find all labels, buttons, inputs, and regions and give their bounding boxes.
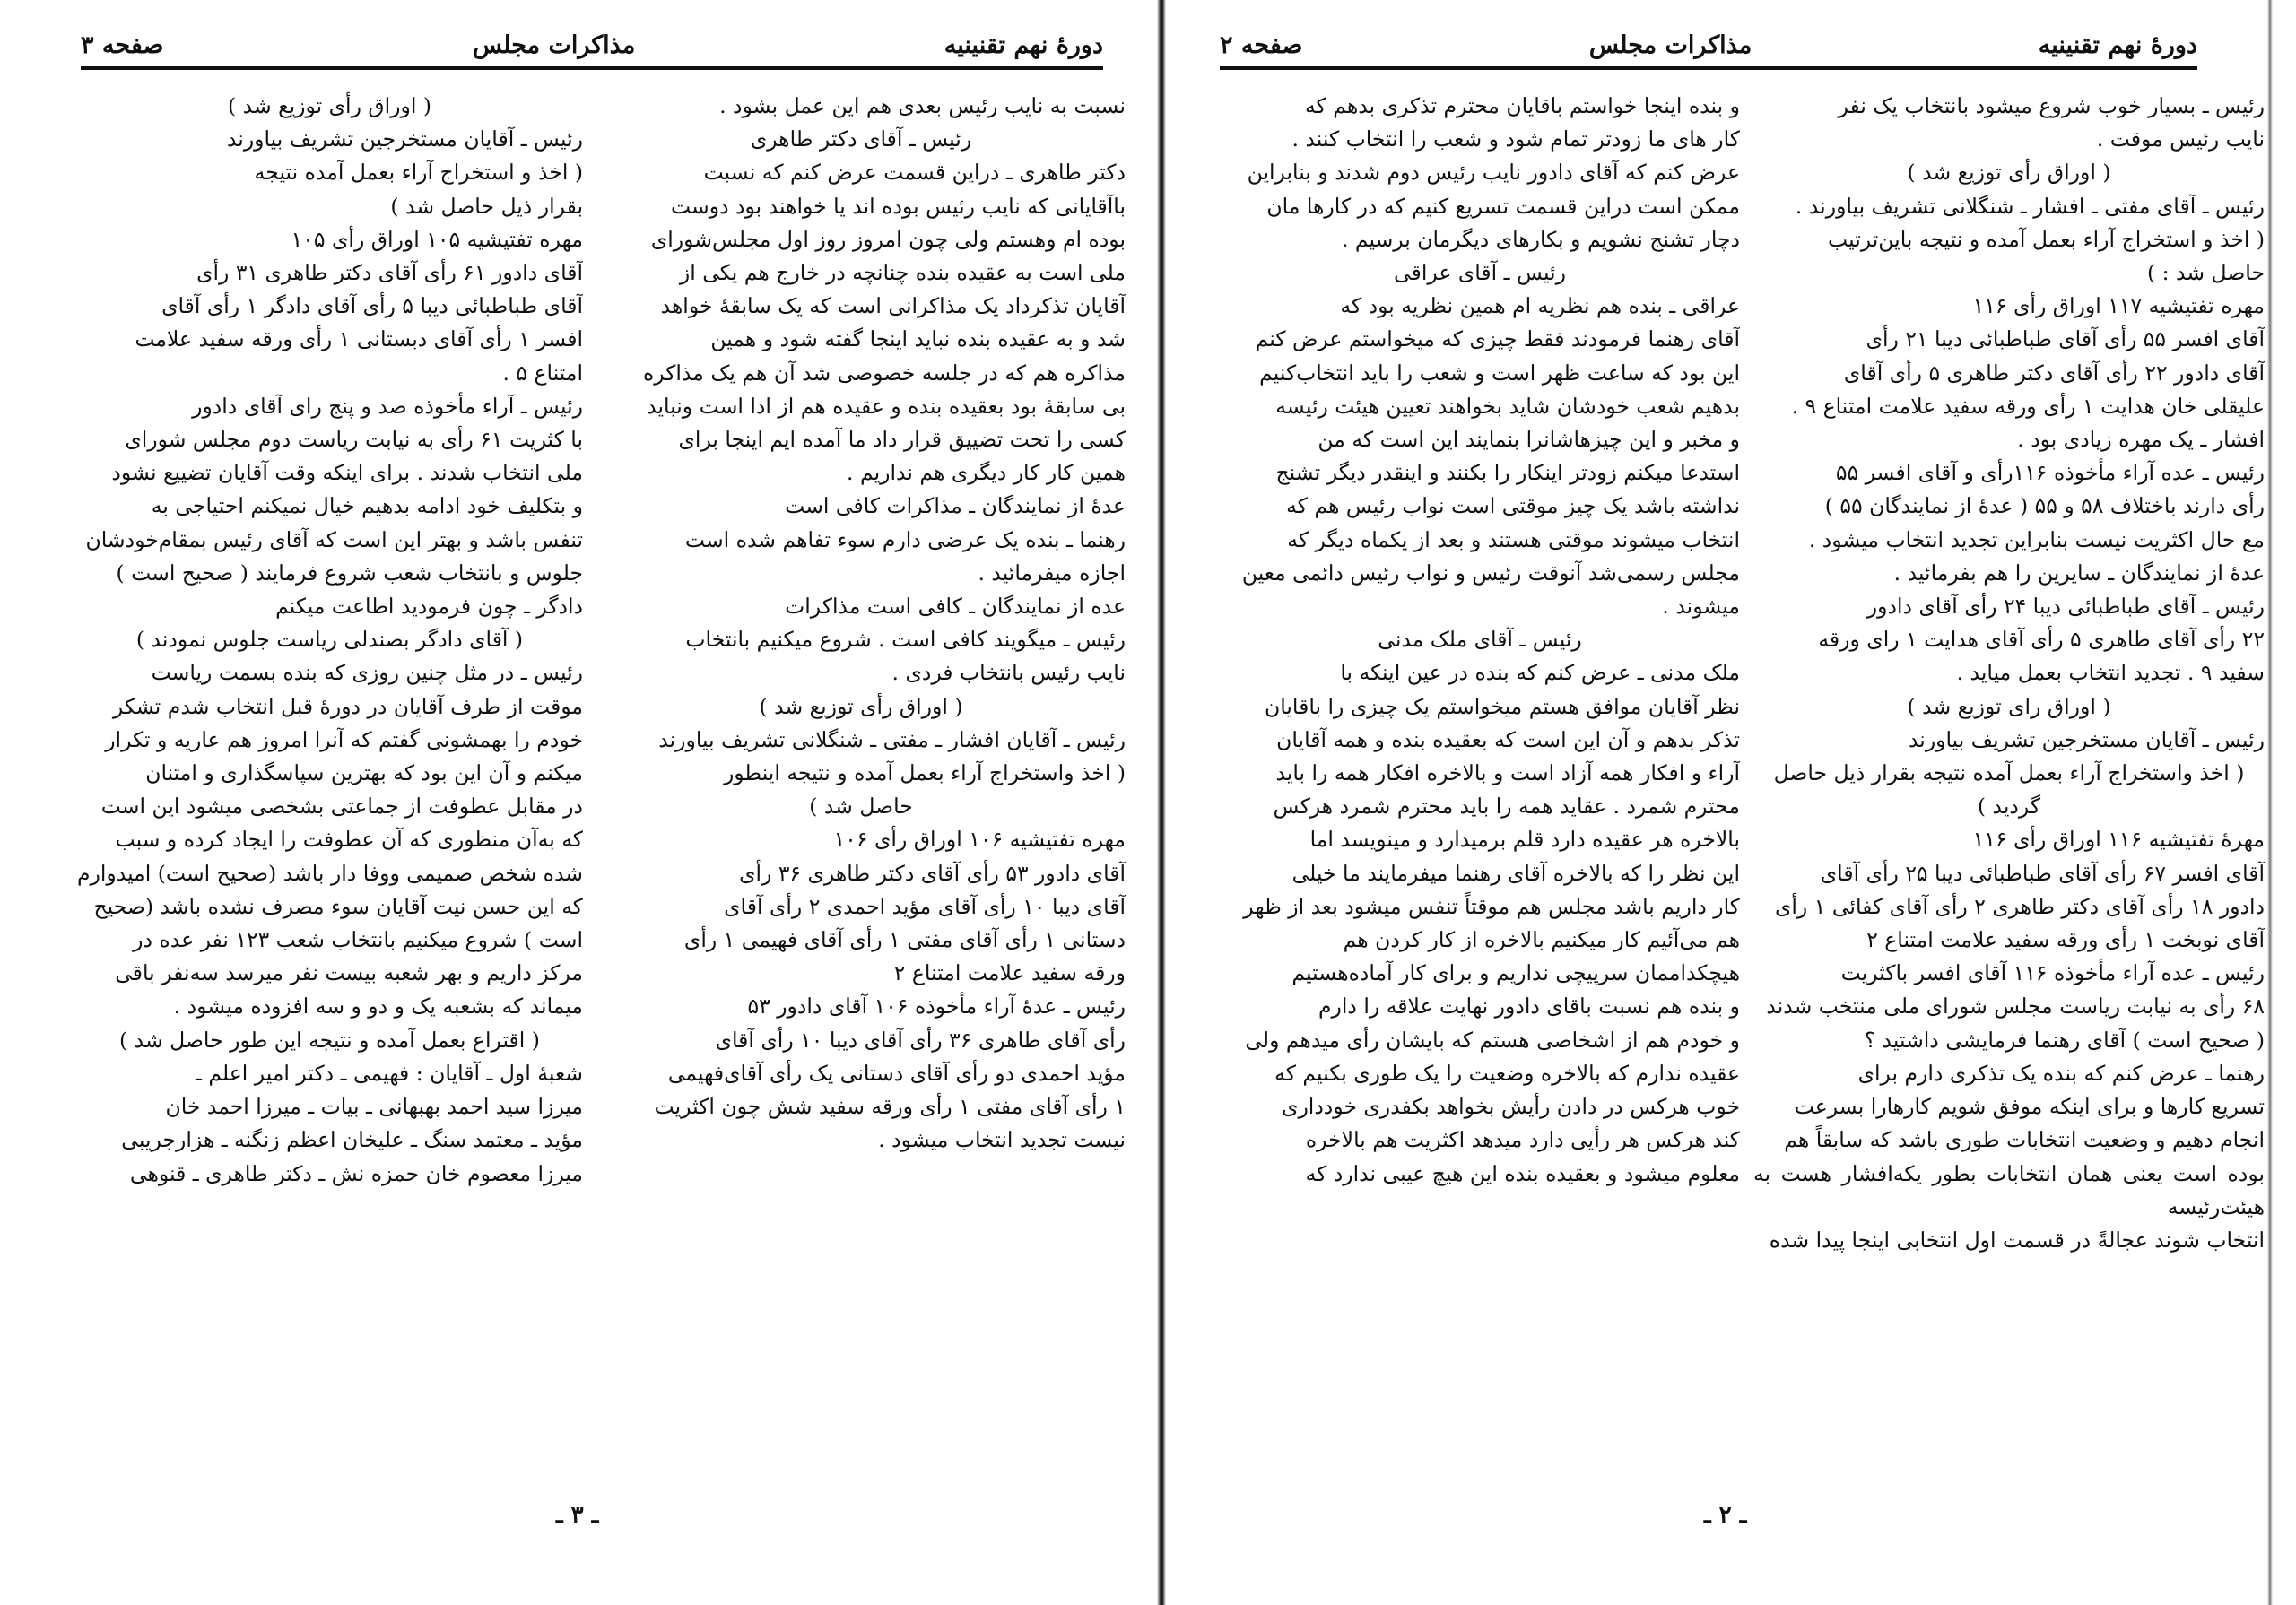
text-line: ملی انتخاب شدند . برای اینکه وقت آقایان تضییع نشود: [111, 460, 583, 486]
page-header: [1220, 27, 2197, 63]
text-line: که به‌آن منظوری که آن عطوفت را ایجاد کرده و سبب: [115, 827, 583, 853]
text-line: تسریع کارها و برای اینکه موفق شویم کارهارا بسرعت: [1794, 1094, 2265, 1120]
text-line: رئیس ـ میگویند کافی است . شروع میکنیم بانتخاب: [685, 627, 1126, 653]
text-line: ( اوراق رأی توزیع شد ): [1907, 160, 2111, 186]
text-line: ورقه سفید علامت امتناع ۲: [893, 960, 1126, 986]
text-line: تنفس باشد و بهتر این است که آقای رئیس بمقام‌خودشان: [85, 526, 583, 552]
text-line: این بود که ساعت ظهر است و شعب را باید انتخاب‌کنیم: [1259, 360, 1740, 386]
text-line: علیقلی خان هدایت ۱ رأی ورقه سفید علامت امتناع ۹ .: [1791, 393, 2265, 419]
text-line: ۶۸ رأی به نیابت ریاست مجلس شورای ملی منتخب شدند: [1766, 993, 2265, 1019]
text-line: ممکن است دراین قسمت تسریع کنیم که در کارها مان: [1266, 193, 1740, 219]
text-line: آقای دیبا ۱۰ رأی آقای مؤید احمدی ۲ رأی آقای: [724, 893, 1126, 919]
text-line: آقای نوبخت ۱ رأی ورقه سفید علامت امتناع ۲: [1866, 927, 2265, 953]
text-line: خودم را بهمشونی گفتم که آنرا امروز هم عاریه و تکرار: [105, 726, 583, 752]
text-line: در مقابل عطوفت از جماعتی بشخصی میشود این است: [100, 794, 583, 820]
page-edge: [2267, 0, 2273, 1605]
text-line: رئیس ـ آقای دکتر طاهری: [750, 126, 972, 152]
text-line: نایب رئیس موقت .: [2096, 126, 2265, 152]
text-line: و خودم هم از اشخاصی هستم که بایشان رأی میدهم ولی: [1245, 1027, 1740, 1053]
text-line: کار های ما زودتر تمام شود و شعب را انتخاب کنند .: [1292, 126, 1740, 152]
text-line: و مخبر و این چیزهاشانرا بنمایند این است که من: [1318, 427, 1740, 453]
text-line: میشوند .: [1662, 594, 1740, 620]
text-line: مذاکره هم که در جلسه خصوصی شد آن هم یک مذاکره: [642, 360, 1126, 386]
text-line: رئیس ـ آقایان مستخرجین تشریف بیاورند: [1908, 726, 2265, 752]
text-line: نظر آقایان موافق هستم میخواستم یک چیزی را باقایان: [1264, 693, 1740, 719]
text-line: استدعا میکنم زودتر اینکار را بکنند و اینقدر دیگر تشنج: [1275, 460, 1740, 486]
text-line: عدهٔ از نمایندگان ـ مذاکرات کافی است: [785, 493, 1126, 519]
text-line: مجلس رسمی‌شد آنوقت رئیس و نواب رئیس دائمی معین: [1241, 560, 1740, 586]
text-line: عراقی ـ بنده هم نظریه ام همین نظریه بود که: [1340, 293, 1740, 319]
text-line: هم می‌آئیم کار میکنیم بالاخره از کار کردن هم: [1343, 927, 1740, 953]
text-line: عقیده ندارم که بالاخره وضعیت را یک طوری بکنیم که: [1274, 1060, 1740, 1086]
text-line: است ) شروع میکنیم بانتخاب شعب ۱۲۳ نفر عده در: [133, 927, 583, 953]
text-line: که این حسن نیت آقایان سوء مصرف نشده باشد (صحیح: [93, 893, 583, 919]
text-line: مرکز داریم و بهر شعبه بیست نفر میرسد سه‌نفر باقی: [115, 960, 583, 986]
page-header: [81, 27, 1103, 63]
text-line: مهره تفتیشیه ۱۱۷ اوراق رأی ۱۱۶: [1972, 293, 2265, 319]
text-line: شده شخص صمیمی ووفا دار باشد (صحیح است) امیدوارم: [76, 860, 583, 886]
text-line: ( اخذ و استخراج آراء بعمل آمده نتیجه: [254, 160, 583, 186]
text-line: ( اخذ واستخراج آراء بعمل آمده نتیجه بقرار ذیل حاصل گردید ): [1773, 760, 2245, 820]
text-line: رئیس ـ آراء مأخوذه صد و پنج رای آقای دادور: [192, 393, 583, 419]
book-spine: [1157, 0, 1166, 1605]
text-line: امتناع ۵ .: [502, 360, 583, 386]
text-line: رأی آقای طاهری ۳۶ رأی آقای دیبا ۱۰ رأی آقای: [715, 1027, 1126, 1053]
text-line: بی سابقهٔ بود بعقیده بنده و عقیده هم از ادا است ونباید: [647, 393, 1126, 419]
text-line: کند هرکس هر رأیی دارد میدهد اکثریت هم بالاخره: [1305, 1127, 1740, 1153]
text-line: آقای رهنما فرمودند فقط چیزی که میخواستم عرض کنم: [1255, 326, 1740, 352]
text-line: همین کار کار دیگری هم نداریم .: [847, 460, 1126, 486]
text-line: شعبهٔ اول ـ آقایان : فهیمی ـ دکتر امیر اعلم ـ: [195, 1060, 583, 1086]
text-line: حاصل شد ): [809, 794, 913, 820]
header-page-number: صفحه ۳: [81, 30, 164, 59]
text-line: ( صحیح است ) آقای رهنما فرمایشی داشتید ؟: [1864, 1027, 2265, 1053]
header-rule: [1220, 66, 2197, 70]
text-line: نداشته باشد یک چیز موقتی است نواب رئیس هم که: [1286, 493, 1740, 519]
page-footer-number: ـ ۳ ـ: [556, 1502, 599, 1529]
text-line: اجازه میفرمائید .: [978, 560, 1126, 586]
text-line: رئیس ـ آقایان مستخرجین تشریف بیاورند: [226, 126, 583, 152]
header-period: دورهٔ نهم تقنینیه: [944, 30, 1103, 59]
text-line: معلوم میشود و بعقیده بنده این هیچ عیبی ندارد که: [1305, 1160, 1740, 1186]
text-line: رهنما ـ عرض کنم که بنده یک تذکری دارم برای: [1857, 1060, 2265, 1086]
text-line: بدهیم شعب خودشان شاید بخواهند تعیین هیئت رئیسه: [1275, 393, 1740, 419]
text-line: افسر ۱ رأی آقای دبستانی ۱ رأی ورقه سفید علامت: [135, 326, 583, 352]
text-line: حاصل شد : ): [2147, 260, 2265, 286]
text-line: با کثریت ۶۱ رأی به نیابت ریاست دوم مجلس شورای: [125, 427, 583, 453]
text-line: انجام دهیم و وضعیت انتخابات طوری باشد که سابقاً هم: [1784, 1127, 2265, 1153]
text-line: کسی را تحت تضییق قرار داد ما آمده ایم اینجا برای: [678, 427, 1126, 453]
text-line: رئیس ـ عده آراء مأخوذه ۱۱۶رأی و آقای افسر ۵۵: [1835, 460, 2265, 486]
text-column-right: [1753, 90, 2265, 1471]
text-line: رئیس ـ آقای طباطبائی دیبا ۲۴ رأی آقای دادور: [1866, 594, 2265, 620]
text-line: بالاخره هر عقیده دارد قلم برمیدارد و مینویسد اما: [1309, 827, 1740, 853]
text-line: میماند که بشعبه یک و دو و سه افزوده میشود .: [173, 993, 583, 1019]
header-title: مذاکرات مجلس: [472, 30, 636, 59]
text-line: مؤید ـ معتمد سنگ ـ علیخان اعظم زنگنه ـ هزارجریبی: [121, 1127, 583, 1153]
text-line: محترم شمرد . عقاید همه را باید محترم شمرد هرکس: [1273, 794, 1740, 820]
text-line: آقای دادور ۲۲ رأی آقای دکتر طاهری ۵ رأی آقای: [1843, 360, 2265, 386]
text-line: نیست تجدید انتخاب میشود .: [878, 1127, 1126, 1153]
text-line: رئیس ـ عدهٔ آراء مأخوذه ۱۰۶ آقای دادور ۵۳: [747, 993, 1126, 1019]
text-line: سفید ۹ . تجدید انتخاب بعمل میاید .: [1956, 660, 2265, 686]
text-line: میرزا سید احمد بهبهانی ـ بیات ـ میرزا احمد خان: [165, 1094, 583, 1120]
page-footer-number: ـ ۲ ـ: [1704, 1502, 1747, 1529]
text-line: آقای دادور ۶۱ رأی آقای دکتر طاهری ۳۱ رأی: [196, 260, 583, 286]
page-2: [1166, 0, 2296, 1605]
text-line: هیچکداممان سرپیچی نداریم و برای کار آماده‌هستیم: [1292, 960, 1740, 986]
text-line: رهنما ـ بنده یک عرضی دارم سوء تفاهم شده است: [684, 526, 1126, 552]
text-line: آقایان تذکرداد یک مذاکرانی است که یک سابقهٔ خواهد: [660, 293, 1126, 319]
text-line: و بنده اینجا خواستم باقایان محترم تذکری بدهم که: [1304, 93, 1740, 118]
text-line: ( اوراق رأی توزیع شد ): [227, 93, 432, 118]
text-line: رئیس ـ آقای عراقی: [1394, 260, 1566, 286]
text-line: رئیس ـ آقایان افشار ـ مفتی ـ شنگلانی تشریف بیاورند: [658, 726, 1126, 752]
text-line: ملی است به عقیده بنده چنانچه در خارج هم یکی از: [679, 260, 1126, 286]
text-line: جلوس و بانتخاب شعب شروع فرمایند ( صحیح است ): [116, 560, 583, 586]
text-line: ( اقتراع بعمل آمده و نتیجه این طور حاصل شد ): [119, 1027, 540, 1053]
text-line: باآقایانی که نایب رئیس بوده اند یا خواهند بود دوست: [670, 193, 1126, 219]
text-line: و بتکلیف خود ادامه بدهیم خیال نمیکنم احتیاجی به: [151, 493, 583, 519]
text-line: مهرهٔ تفتیشیه ۱۱۶ اوراق رأی ۱۱۶: [1972, 827, 2265, 853]
text-line: ۱ رأی آقای مفتی ۱ رأی ورقه سفید شش چون اکثریت: [654, 1094, 1126, 1120]
text-line: رئیس ـ عده آراء مأخوذه ۱۱۶ آقای افسر باکثریت: [1840, 960, 2265, 986]
text-line: انتخاب میشوند موقتی هستند و بعد از یکماه دیگر که: [1287, 526, 1740, 552]
text-line: دچار تشنج نشویم و بکارهای دیگرمان برسیم .: [1341, 226, 1740, 252]
text-line: آقای طباطبائی دیبا ۵ رأی آقای دادگر ۱ رأی آقای: [161, 293, 583, 319]
text-line: دستانی ۱ رأی آقای مفتی ۱ رأی آقای فهیمی ۱ رأی: [683, 927, 1126, 953]
text-line: افشار ـ یک مهره زیادی بود .: [2017, 427, 2265, 453]
text-line: تذکر بدهم و آن این است که بعقیده بنده و همه آقایان: [1276, 726, 1740, 752]
text-line: ( اوراق رأی توزیع شد ): [759, 693, 963, 719]
text-line: مؤید احمدی دو رأی آقای دستانی یک رأی آقای‌فهیمی: [667, 1060, 1126, 1086]
text-line: انتخاب شوند عجالةً در قسمت اول انتخابی اینجا پیدا شده: [1769, 1227, 2265, 1253]
text-line: رئیس ـ در مثل چنین روزی که بنده بسمت ریاست: [151, 660, 583, 686]
text-line: و بنده هم نسبت باقای دادور نهایت علاقه را دارم: [1318, 993, 1740, 1019]
text-line: نایب رئیس بانتخاب فردی .: [891, 660, 1126, 686]
text-line: آقای افسر ۶۷ رأی آقای طباطبائی دیبا ۲۵ رأی آقای: [1820, 860, 2265, 886]
text-line: رئیس ـ آقای ملک مدنی: [1378, 627, 1582, 653]
text-line: رئیس ـ بسیار خوب شروع میشود بانتخاب یک نفر: [1838, 93, 2265, 118]
text-line: این نظر را که بالاخره آقای رهنما میفرمایند ما خیلی: [1292, 860, 1740, 886]
text-line: میکنم و آن این بود که بهترین سپاسگذاری و امتنان: [145, 760, 583, 786]
text-line: عرض کنم که آقای دادور نایب رئیس دوم شدند و بنابراین: [1247, 160, 1740, 186]
text-line: شد و به عقیده بنده نباید اینجا گفته شود و همین: [710, 326, 1126, 352]
text-line: مع‌ حال اکثریت نیست بنابراین تجدید انتخاب میشود .: [1808, 526, 2265, 552]
text-column-left: [1220, 90, 1740, 1471]
text-line: بوده ام وهستم ولی چون امروز روز اول مجلس‌شورای: [650, 226, 1126, 252]
text-line: آقای دادور ۵۳ رأی آقای دکتر طاهری ۳۶ رأی: [739, 860, 1126, 886]
text-line: مهره تفتیشیه ۱۰۶ اوراق رأی ۱۰۶: [833, 827, 1126, 853]
text-line: آراء و افکار همه آزاد است و بالاخره افکار همه را باید: [1275, 760, 1740, 786]
text-line: ( اوراق رای توزیع شد ): [1907, 693, 2111, 719]
text-line: نسبت به نایب رئیس بعدی هم این عمل بشود .: [719, 93, 1126, 118]
text-line: مهره تفتیشیه ۱۰۵ اوراق رأی ۱۰۵: [291, 226, 583, 252]
text-line: کار داریم باشد مجلس هم موقتاً تنفس میشود بعد از ظهر: [1243, 893, 1740, 919]
text-line: ۲۲ رأی آقای طاهری ۵ رأی آقای هدایت ۱ رای ورقه: [1818, 627, 2265, 653]
text-line: بقرار ذیل حاصل شد ): [390, 193, 583, 219]
text-line: دکتر طاهری ـ دراین قسمت عرض کنم که نسبت: [703, 160, 1126, 186]
text-line: ( آقای دادگر بصندلی ریاست جلوس نمودند ): [135, 627, 524, 653]
text-line: ( اخذ واستخراج آراء بعمل آمده و نتیجه اینطور: [723, 760, 1126, 786]
text-line: ملک مدنی ـ عرض کنم که بنده در عین اینکه با: [1340, 660, 1740, 686]
text-line: دادور ۱۸ رأی آقای دکتر طاهری ۲ رأی آقای کفائی ۱ رأی: [1775, 893, 2265, 919]
header-page-number: صفحه ۲: [1220, 30, 1303, 59]
text-line: موقت از طرف آقایان در دورهٔ قبل انتخاب شدم تشکر: [112, 693, 583, 719]
text-line: میرزا معصوم خان حمزه نش ـ دکتر طاهری ـ قنوهی: [129, 1160, 583, 1186]
header-period: دورهٔ نهم تقنینیه: [2038, 30, 2197, 59]
text-line: رئیس ـ آقای مفتی ـ افشار ـ شنگلانی تشریف بیاورند .: [1795, 193, 2265, 219]
text-line: آقای افسر ۵۵ رأی آقای طباطبائی دیبا ۲۱ رأی: [1866, 326, 2265, 352]
text-column-right: [596, 90, 1126, 1471]
text-line: دادگر ـ چون فرمودید اطاعت میکنم: [275, 594, 583, 620]
header-title: مذاکرات مجلس: [1588, 30, 1752, 59]
text-line: خوب هرکس در دادن رأیش بخواهد بکفدری خودداری: [1282, 1094, 1740, 1120]
text-line: عده از نمایندگان ـ کافی است مذاکرات: [785, 594, 1126, 620]
text-line: رأی دارند باختلاف ۵۸ و ۵۵ ( عدهٔ از نمایندگان ۵۵ ): [1824, 493, 2265, 519]
header-rule: [81, 66, 1103, 70]
text-line: ( اخذ و استخراج آراء بعمل آمده و نتیجه باین‌ترتیب: [1828, 226, 2265, 252]
text-line: عدهٔ از نمایندگان ـ سایرین را هم بفرمائید .: [1893, 560, 2265, 586]
text-column-left: [76, 90, 583, 1471]
text-line: بوده است یعنی همان انتخابات بطور یکه‌افشار هست به هیئت‌رئیسه: [1753, 1160, 2265, 1219]
